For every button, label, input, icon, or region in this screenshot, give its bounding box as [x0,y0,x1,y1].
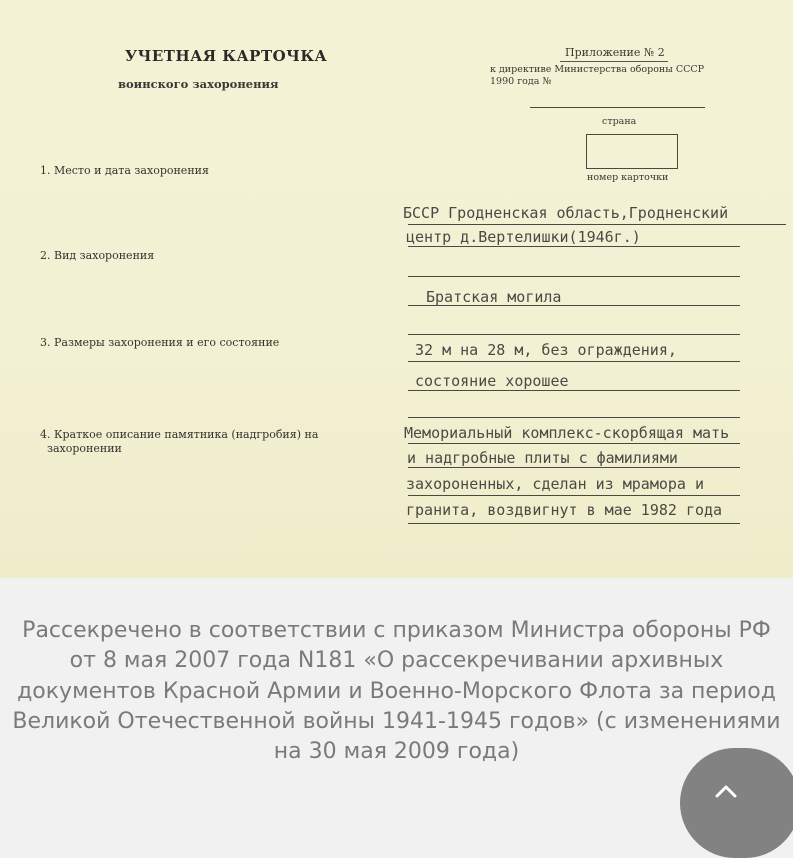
card-number-box [586,134,678,169]
field-4-value-line-4: гранита, воздвигнут в мае 1982 года [406,501,723,519]
field-4-value-line-1: Мемориальный комплекс-скорбящая мать [404,424,730,442]
field-3-value-line-1: 32 м на 28 м, без ограждения, [415,341,677,359]
field-2-rule-2 [408,334,740,335]
field-3-rule-1 [408,361,740,362]
chevron-up-icon [712,778,740,806]
country-label: страна [602,116,637,127]
field-1-rule-3 [408,276,740,277]
appendix-label: Приложение № 2 [565,46,665,59]
field-4-rule-2 [408,467,740,468]
field-4-rule-3 [408,495,740,496]
appendix-underline [560,61,668,62]
field-3-rule-3 [408,417,740,418]
field-1-label: 1. Место и дата захоронения [40,164,209,177]
country-line [530,107,705,108]
field-1-rule-2 [408,246,740,247]
field-1-value-line-1: БССР Гродненская область,Гродненский [403,204,729,222]
field-3-label: 3. Размеры захоронения и его состояние [40,336,280,349]
field-4-rule-4 [408,523,740,524]
directive-line-1: к директиве Министерства обороны СССР [490,64,705,75]
card-number-label: номер карточки [587,172,669,183]
field-4-value-line-3: захороненных, сделан из мрамора и [406,475,705,493]
field-1-rule-1 [408,224,786,225]
field-2-value: Братская могила [426,288,562,306]
field-2-rule [408,305,740,306]
field-4-value-line-2: и надгробные плиты с фамилиями [407,449,678,467]
field-2-label: 2. Вид захоронения [40,249,155,262]
field-3-value-line-2: состояние хорошее [415,372,569,390]
field-4-rule-1 [408,443,740,444]
field-4-label-line-1: 4. Краткое описание памятника (надгробия) на [40,428,319,441]
directive-line-2: 1990 года № [490,76,552,87]
card-title: УЧЕТНАЯ КАРТОЧКА [125,47,328,65]
field-3-rule-2 [408,390,740,391]
field-1-value-line-2: центр д.Вертелишки(1946г.) [406,228,641,246]
declassification-caption: Рассекречено в соответствии с приказом Министра обороны РФ от 8 мая 2007 года N181 «О рассекречивании архивных документов Красной Армии и Военно-Морского Флота за период Великой Отечественной войны 1941-1945 годов» (с изменениями на 30 мая 2009 года) [12,618,781,765]
card-subtitle: воинского захоронения [118,77,279,91]
field-4-label-line-2: захоронении [47,442,122,455]
